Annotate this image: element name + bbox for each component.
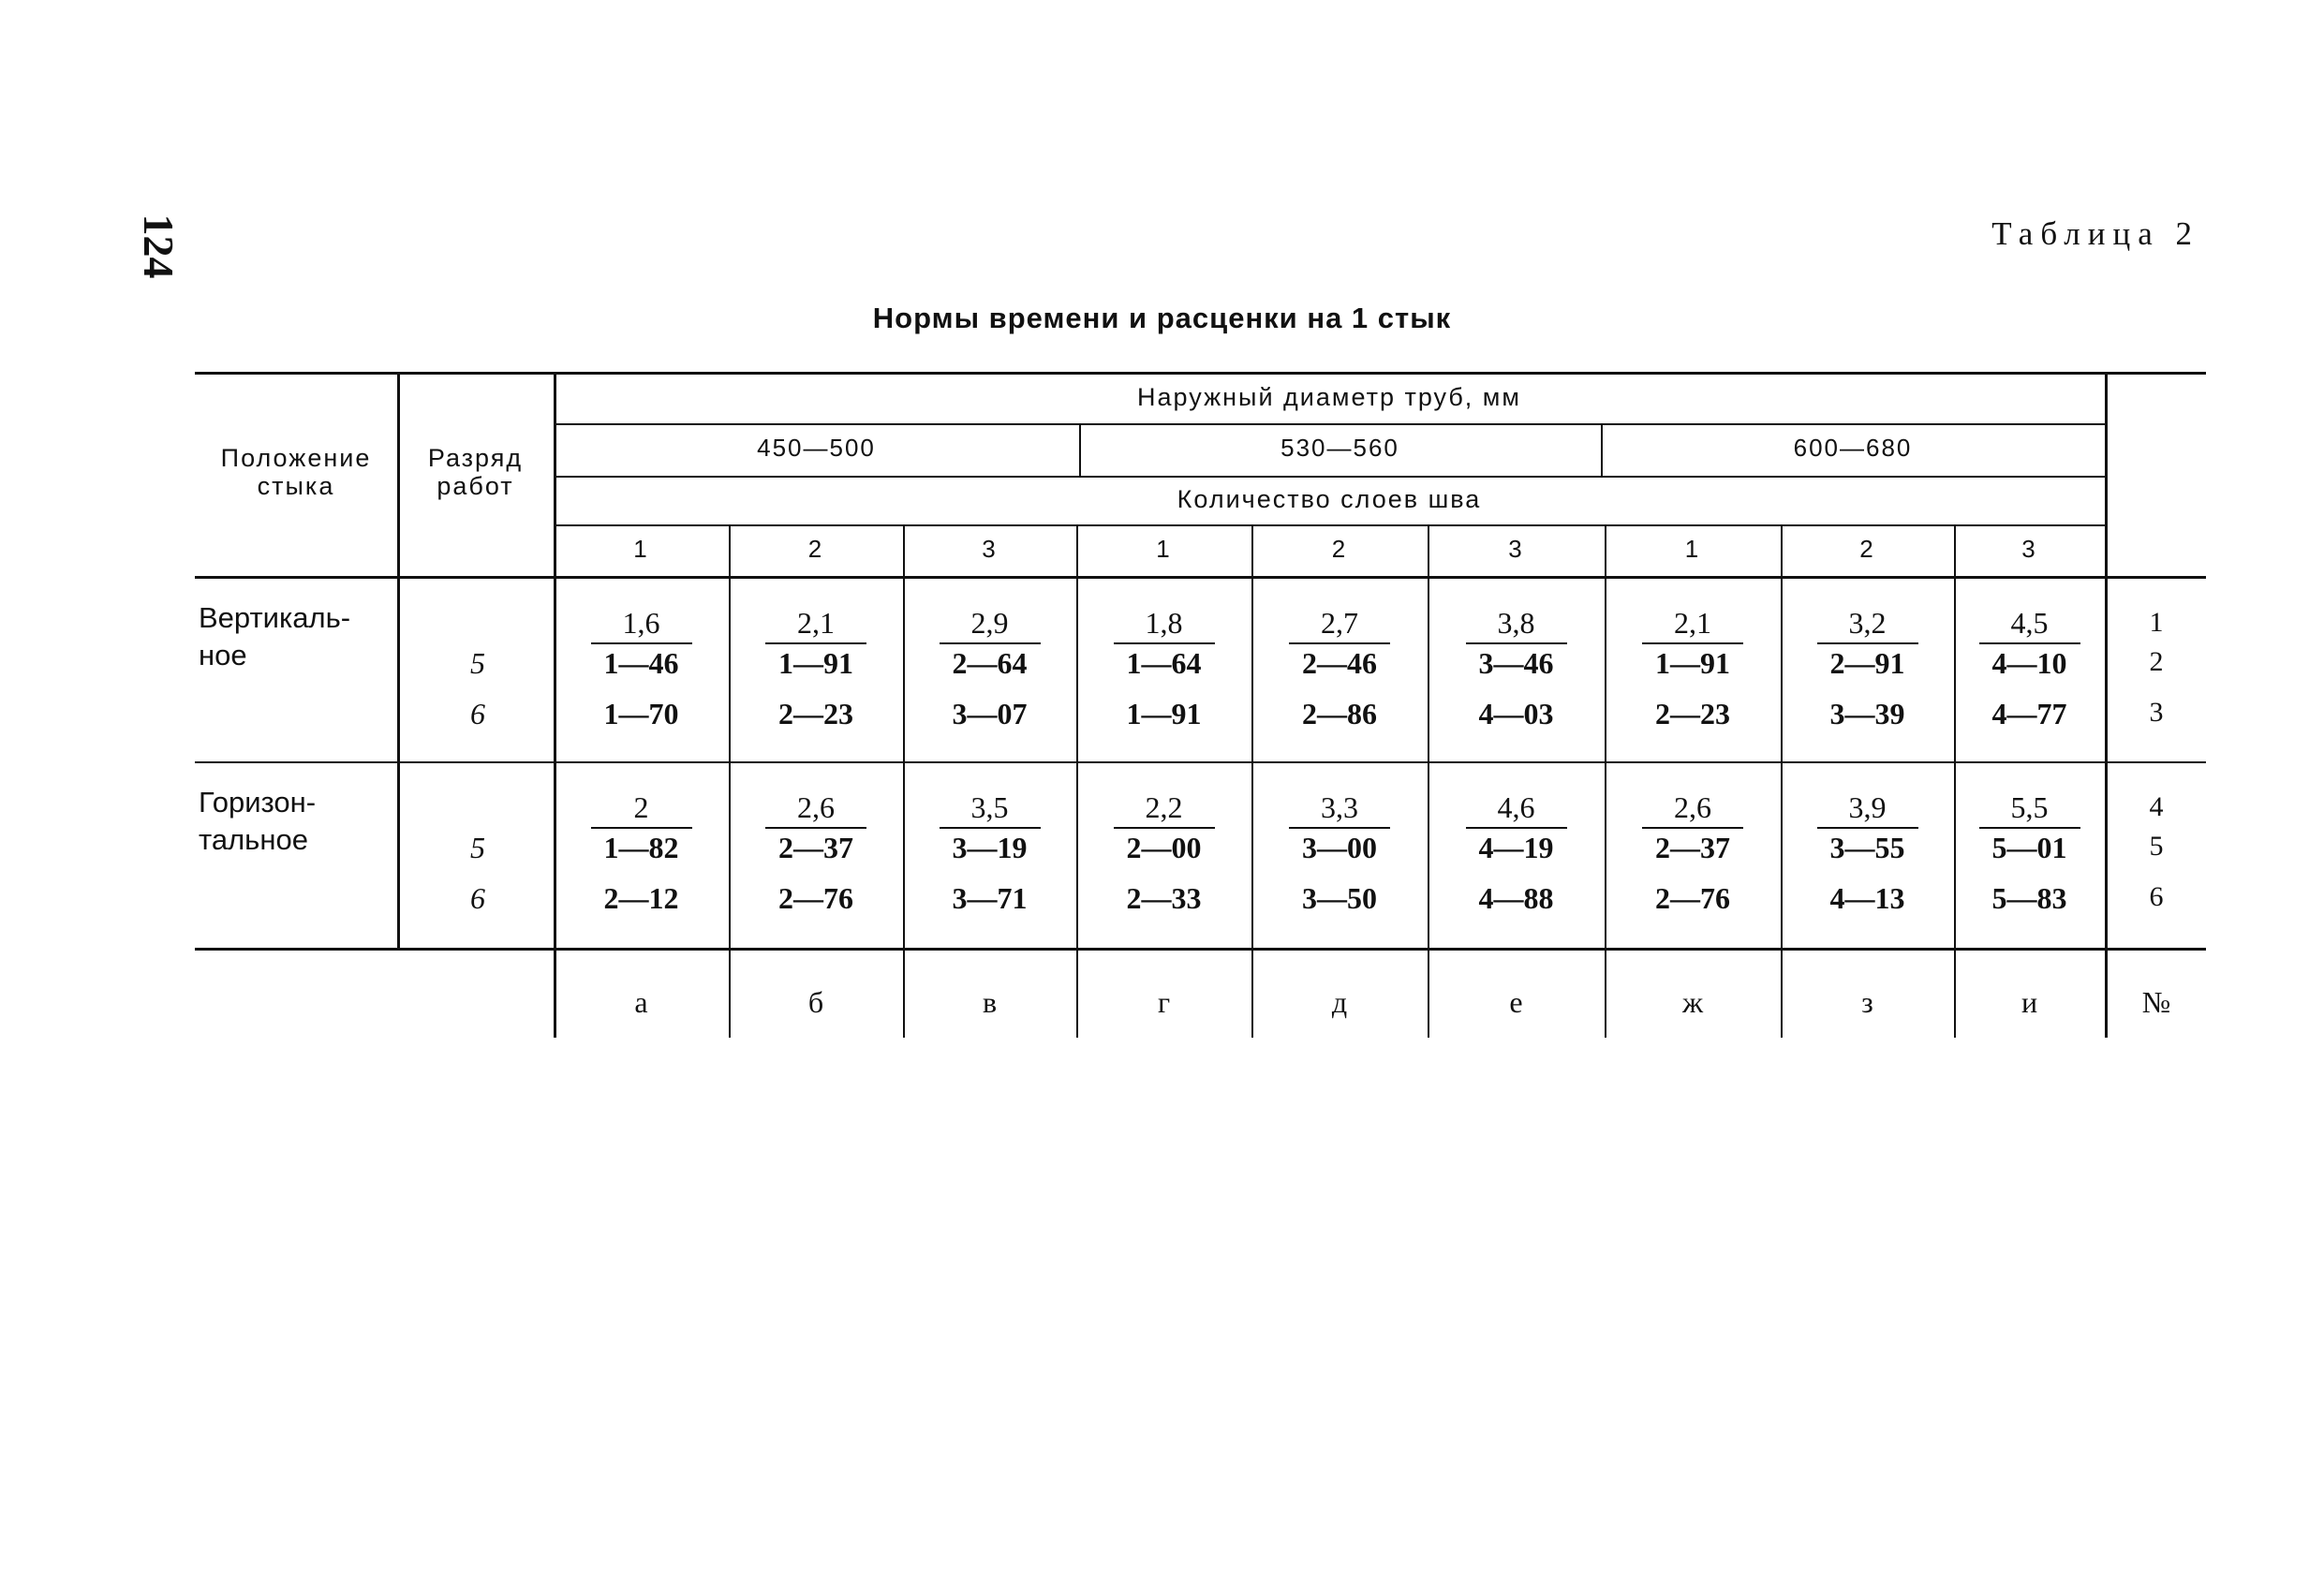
norm-time-fraction bbox=[1812, 791, 1924, 829]
column-letter: з bbox=[1861, 985, 1873, 1019]
norm-time: 3,8 bbox=[1497, 606, 1535, 640]
rate-grade-6: 4—13 bbox=[1829, 881, 1905, 915]
norm-time: 2 bbox=[633, 790, 649, 824]
row-number: 3 bbox=[2149, 697, 2164, 728]
grade-6: 6 bbox=[470, 697, 485, 730]
position-label: Горизон- тальное bbox=[199, 786, 317, 856]
fraction-bar bbox=[1642, 642, 1743, 644]
grade-header: Разряд работ bbox=[427, 444, 524, 500]
diameter-group-3: 600—680 bbox=[1793, 434, 1913, 462]
norm-time: 4,5 bbox=[2010, 606, 2049, 640]
table-title: Нормы времени и расценки на 1 стык bbox=[872, 302, 1452, 334]
norm-time-fraction bbox=[1812, 607, 1924, 644]
table-rule bbox=[554, 423, 2105, 425]
column-rule bbox=[1251, 524, 1253, 1038]
rate-grade-5: 2—37 bbox=[778, 831, 853, 864]
layer-number-4: 1 bbox=[1156, 535, 1172, 563]
norm-time: 3,3 bbox=[1321, 790, 1358, 824]
norm-time: 2,9 bbox=[970, 606, 1009, 640]
rate-grade-5: 2—91 bbox=[1829, 646, 1905, 680]
rate-grade-5: 2—64 bbox=[952, 646, 1028, 680]
fraction-bar bbox=[1979, 827, 2080, 829]
rate-grade-5: 3—19 bbox=[952, 831, 1028, 864]
norm-time: 3,5 bbox=[970, 790, 1009, 824]
norm-time: 1,6 bbox=[622, 606, 660, 640]
norm-time-fraction bbox=[760, 791, 872, 829]
column-rule bbox=[2105, 372, 2108, 1038]
fraction-bar bbox=[1979, 642, 2080, 644]
norm-time-fraction bbox=[760, 607, 872, 644]
column-letter: д bbox=[1331, 985, 1348, 1019]
column-rule bbox=[554, 372, 556, 1038]
fraction-bar bbox=[591, 827, 692, 829]
column-rule bbox=[1781, 524, 1783, 1038]
rate-grade-6: 2—12 bbox=[603, 881, 679, 915]
row-number: 5 bbox=[2149, 831, 2164, 862]
fraction-bar bbox=[765, 827, 866, 829]
fraction-bar bbox=[765, 642, 866, 644]
rate-grade-5: 2—37 bbox=[1655, 831, 1730, 864]
fraction-bar bbox=[1466, 827, 1567, 829]
rate-grade-6: 3—71 bbox=[952, 881, 1028, 915]
rate-grade-6: 4—03 bbox=[1478, 697, 1554, 730]
grade-6: 6 bbox=[470, 881, 485, 915]
rate-grade-5: 4—10 bbox=[1991, 646, 2067, 680]
norm-time-fraction bbox=[1460, 791, 1573, 829]
norm-time-fraction bbox=[934, 791, 1046, 829]
rate-grade-6: 2—33 bbox=[1126, 881, 1202, 915]
position-header: Положение стыка bbox=[220, 444, 372, 500]
layer-number-6: 3 bbox=[1508, 535, 1524, 563]
norm-time: 1,8 bbox=[1145, 606, 1183, 640]
norm-time: 2,6 bbox=[797, 790, 835, 824]
fraction-bar bbox=[940, 642, 1041, 644]
fraction-bar bbox=[1114, 827, 1215, 829]
fraction-bar bbox=[1289, 827, 1390, 829]
norm-time: 5,5 bbox=[2010, 790, 2049, 824]
table-rule bbox=[195, 761, 2206, 763]
column-letter: в bbox=[982, 985, 998, 1019]
norm-time-fraction bbox=[1283, 791, 1396, 829]
column-letter: и bbox=[2021, 985, 2038, 1019]
column-letter: а bbox=[634, 985, 648, 1019]
rate-grade-5: 2—00 bbox=[1126, 831, 1202, 864]
rate-grade-6: 2—76 bbox=[1655, 881, 1730, 915]
rate-grade-6: 5—83 bbox=[1991, 881, 2067, 915]
rate-grade-5: 3—55 bbox=[1829, 831, 1905, 864]
norm-time: 3,2 bbox=[1848, 606, 1887, 640]
rate-grade-6: 3—07 bbox=[952, 697, 1028, 730]
fraction-bar bbox=[1817, 827, 1918, 829]
layer-number-5: 2 bbox=[1331, 535, 1348, 563]
rate-grade-6: 2—86 bbox=[1302, 697, 1377, 730]
rate-grade-5: 1—82 bbox=[603, 831, 679, 864]
norm-time: 2,1 bbox=[797, 606, 835, 640]
norm-time: 2,2 bbox=[1145, 790, 1183, 824]
diameter-group-2: 530—560 bbox=[1280, 434, 1399, 462]
norm-time: 2,1 bbox=[1674, 606, 1711, 640]
rate-grade-5: 3—46 bbox=[1478, 646, 1554, 680]
fraction-bar bbox=[1466, 642, 1567, 644]
norm-time-fraction bbox=[1108, 791, 1221, 829]
rate-grade-5: 1—46 bbox=[603, 646, 679, 680]
rate-grade-5: 1—91 bbox=[1655, 646, 1730, 680]
rate-grade-5: 4—19 bbox=[1478, 831, 1554, 864]
norm-time-fraction bbox=[1460, 607, 1573, 644]
column-letter: б bbox=[807, 985, 824, 1019]
rate-grade-5: 5—01 bbox=[1991, 831, 2067, 864]
norm-time-fraction bbox=[1636, 607, 1749, 644]
diameter-header: Наружный диаметр труб, мм bbox=[1137, 383, 1521, 411]
norm-time-fraction bbox=[1636, 791, 1749, 829]
norm-time: 4,6 bbox=[1497, 790, 1535, 824]
column-rule bbox=[1605, 524, 1606, 1038]
norm-time-fraction bbox=[934, 607, 1046, 644]
grade-5: 5 bbox=[470, 646, 485, 680]
layers-header: Количество слоев шва bbox=[1177, 485, 1482, 513]
row-number: 4 bbox=[2149, 791, 2164, 822]
column-rule bbox=[903, 524, 905, 1038]
fraction-bar bbox=[591, 642, 692, 644]
column-rule bbox=[729, 524, 731, 1038]
page-number: 124 bbox=[135, 214, 183, 279]
rate-grade-6: 4—77 bbox=[1991, 697, 2067, 730]
column-letter: е bbox=[1509, 985, 1523, 1019]
rate-grade-6: 4—88 bbox=[1478, 881, 1554, 915]
norm-time-fraction bbox=[585, 791, 698, 829]
fraction-bar bbox=[1289, 642, 1390, 644]
rate-grade-6: 2—76 bbox=[778, 881, 853, 915]
rate-grade-6: 1—70 bbox=[603, 697, 679, 730]
norm-time-fraction bbox=[1974, 791, 2086, 829]
column-rule bbox=[1428, 524, 1429, 1038]
table-label: Таблица 2 bbox=[1991, 215, 2199, 252]
layer-number-1: 1 bbox=[633, 535, 649, 563]
rate-grade-6: 2—23 bbox=[1655, 697, 1730, 730]
row-number: 6 bbox=[2149, 881, 2164, 912]
layer-number-8: 2 bbox=[1859, 535, 1875, 563]
column-letter: ж bbox=[1681, 985, 1704, 1019]
norm-time: 2,6 bbox=[1674, 790, 1711, 824]
norm-time: 2,7 bbox=[1321, 606, 1358, 640]
rate-grade-6: 1—91 bbox=[1126, 697, 1202, 730]
layer-number-7: 1 bbox=[1684, 535, 1701, 563]
grade-5: 5 bbox=[470, 831, 485, 864]
rate-grade-6: 3—39 bbox=[1829, 697, 1905, 730]
rate-grade-5: 1—91 bbox=[778, 646, 853, 680]
norm-time: 3,9 bbox=[1848, 790, 1887, 824]
row-number: 2 bbox=[2149, 646, 2164, 677]
table-rule bbox=[195, 372, 2206, 375]
norm-time-fraction bbox=[1108, 607, 1221, 644]
layer-number-3: 3 bbox=[982, 535, 998, 563]
column-letter: г bbox=[1157, 985, 1171, 1019]
rate-grade-5: 1—64 bbox=[1126, 646, 1202, 680]
position-label: Вертикаль- ное bbox=[199, 601, 351, 671]
layer-number-9: 3 bbox=[2021, 535, 2037, 563]
row-number: 1 bbox=[2149, 607, 2164, 638]
table-rule bbox=[195, 948, 2206, 951]
table-rule bbox=[554, 476, 2105, 478]
fraction-bar bbox=[940, 827, 1041, 829]
table-rule bbox=[554, 524, 2105, 526]
rate-grade-5: 3—00 bbox=[1302, 831, 1377, 864]
fraction-bar bbox=[1817, 642, 1918, 644]
rate-grade-6: 3—50 bbox=[1302, 881, 1377, 915]
table-rule bbox=[195, 576, 2206, 579]
norm-time-fraction bbox=[1283, 607, 1396, 644]
rate-grade-6: 2—23 bbox=[778, 697, 853, 730]
norm-time-fraction bbox=[585, 607, 698, 644]
fraction-bar bbox=[1642, 827, 1743, 829]
column-rule bbox=[1076, 524, 1078, 1038]
norm-time-fraction bbox=[1974, 607, 2086, 644]
rate-grade-5: 2—46 bbox=[1302, 646, 1377, 680]
fraction-bar bbox=[1114, 642, 1215, 644]
layer-number-2: 2 bbox=[807, 535, 824, 563]
column-rule bbox=[1954, 524, 1956, 1038]
number-sign: № bbox=[2141, 985, 2171, 1019]
diameter-group-1: 450—500 bbox=[757, 434, 876, 462]
